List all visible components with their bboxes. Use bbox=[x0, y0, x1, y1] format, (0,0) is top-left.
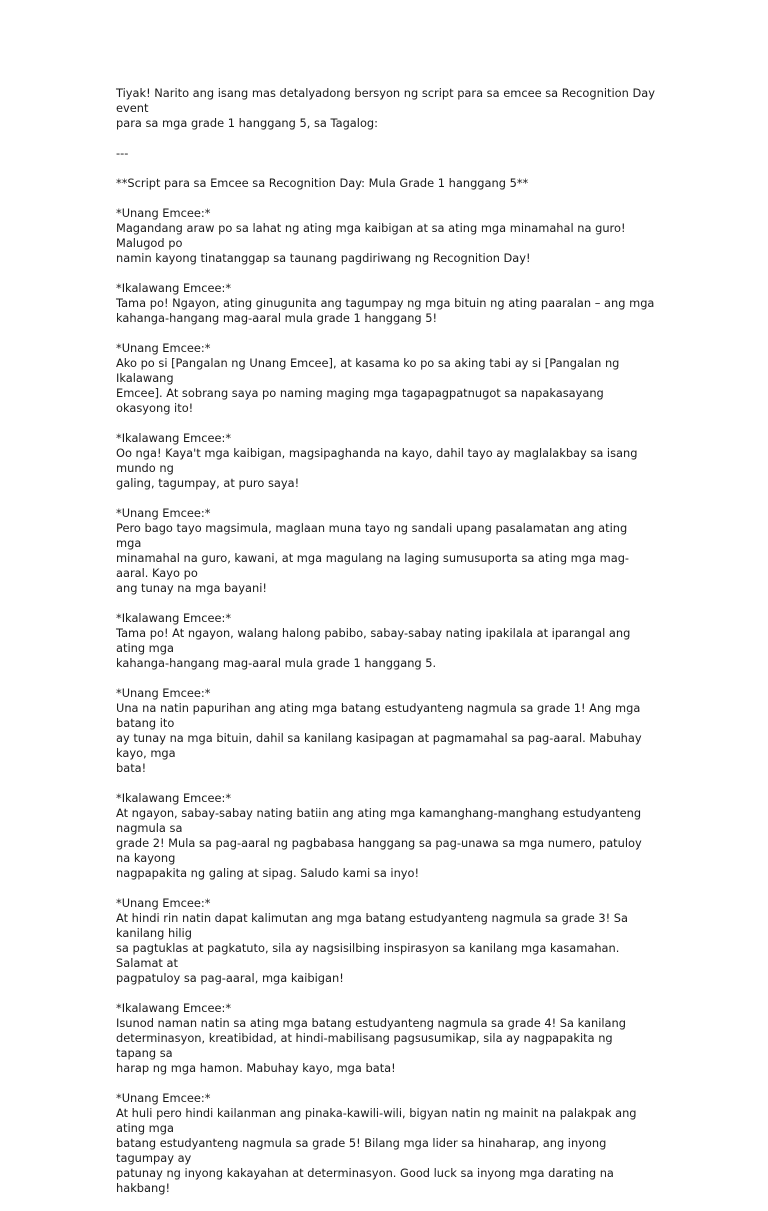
intro-paragraph: Tiyak! Narito ang isang mas detalyadong bersyon ng script para sa emcee sa Recognition Day event para sa mga grade 1 hanggang 5, sa Tagalog: bbox=[116, 86, 655, 130]
speaker-label: *Unang Emcee:* bbox=[116, 1091, 211, 1105]
dialogue-text: Ako po si [Pangalan ng Unang Emcee], at kasama ko po sa aking tabi ay si [Pangalan ng Ikalawang Emcee]. At sobrang saya po naming maging mga tagapagpatnugot sa napakasayang okasyong ito! bbox=[116, 356, 620, 415]
speaker-label: *Unang Emcee:* bbox=[116, 506, 211, 520]
speaker-label: *Unang Emcee:* bbox=[116, 896, 211, 910]
script-heading: **Script para sa Emcee sa Recognition Day: Mula Grade 1 hanggang 5** bbox=[116, 176, 529, 190]
dialogue-text: At huli pero hindi kailanman ang pinaka-kawili-wili, bigyan natin ng mainit na palakpak ang ating mga batang estudyanteng nagmula sa grade 5! Bilang mga lider sa hinaharap, ang inyong tagumpay ay patunay ng inyong kakayahan at determinasyon. Good luck sa inyong mga darating na hakbang! bbox=[116, 1106, 637, 1195]
document-body bbox=[116, 86, 656, 1211]
dialogue-block bbox=[116, 431, 656, 491]
dialogue-text: Pero bago tayo magsimula, maglaan muna tayo ng sandali upang pasalamatan ang ating mga minamahal na guro, kawani, at mga magulang na laging sumusuporta sa ating mga mag-aaral. Kayo po ang tunay na mga bayani! bbox=[116, 521, 630, 595]
speaker-label: *Unang Emcee:* bbox=[116, 206, 211, 220]
dialogue-text: Oo nga! Kaya't mga kaibigan, magsipaghanda na kayo, dahil tayo ay maglalakbay sa isang mundo ng galing, tagumpay, at puro saya! bbox=[116, 446, 638, 490]
dialogue-block bbox=[116, 1001, 656, 1076]
speaker-label: *Unang Emcee:* bbox=[116, 341, 211, 355]
speaker-label: *Ikalawang Emcee:* bbox=[116, 1001, 232, 1015]
dialogue-text: Isunod naman natin sa ating mga batang estudyanteng nagmula sa grade 4! Sa kanilang determinasyon, kreatibidad, at hindi-mabilisang pagsusumikap, sila ay nagpapakita ng tapang sa harap ng mga hamon. Mabuhay kayo, mga bata! bbox=[116, 1016, 626, 1075]
dialogue-block bbox=[116, 281, 656, 326]
speaker-label: *Ikalawang Emcee:* bbox=[116, 281, 232, 295]
dialogue-text: Tama po! Ngayon, ating ginugunita ang tagumpay ng mga bituin ng ating paaralan – ang mga kahanga-hangang mag-aaral mula grade 1 hanggang 5! bbox=[116, 296, 655, 325]
dialogue-block bbox=[116, 686, 656, 776]
speaker-label: *Ikalawang Emcee:* bbox=[116, 431, 232, 445]
dialogue-text: Tama po! At ngayon, walang halong pabibo, sabay-sabay nating ipakilala at iparangal ang ating mga kahanga-hangang mag-aaral mula grade 1 hanggang 5. bbox=[116, 626, 631, 670]
speaker-label: *Unang Emcee:* bbox=[116, 686, 211, 700]
dialogue-block bbox=[116, 506, 656, 596]
dialogue-block bbox=[116, 1091, 656, 1196]
dialogue-block bbox=[116, 341, 656, 416]
dialogue-block bbox=[116, 206, 656, 266]
separator: --- bbox=[116, 146, 129, 160]
speaker-label: *Ikalawang Emcee:* bbox=[116, 791, 232, 805]
dialogue-block bbox=[116, 791, 656, 881]
speaker-label: *Ikalawang Emcee:* bbox=[116, 611, 232, 625]
dialogue-text: Una na natin papurihan ang ating mga batang estudyanteng nagmula sa grade 1! Ang mga batang ito ay tunay na mga bituin, dahil sa kanilang kasipagan at pagmamahal sa pag-aaral. Mabuhay kayo, mga bata! bbox=[116, 701, 642, 775]
dialogue-block bbox=[116, 896, 656, 986]
dialogue-text: At hindi rin natin dapat kalimutan ang mga batang estudyanteng nagmula sa grade 3! Sa kanilang hilig sa pagtuklas at pagkatuto, sila ay nagsisilbing inspirasyon sa kanilang mga kasamahan. Salamat at pagpatuloy sa pag-aaral, mga kaibigan! bbox=[116, 911, 628, 985]
dialogue-block bbox=[116, 611, 656, 671]
dialogue-text: At ngayon, sabay-sabay nating batiin ang ating mga kamanghang-manghang estudyanteng nagmula sa grade 2! Mula sa pag-aaral ng pagbabasa hanggang sa pag-unawa sa mga numero, patuloy na kayong nagpapakita ng galing at sipag. Saludo kami sa inyo! bbox=[116, 806, 642, 880]
dialogue-text: Magandang araw po sa lahat ng ating mga kaibigan at sa ating mga minamahal na guro! Malugod po namin kayong tinatanggap sa taunang pagdiriwang ng Recognition Day! bbox=[116, 221, 626, 265]
